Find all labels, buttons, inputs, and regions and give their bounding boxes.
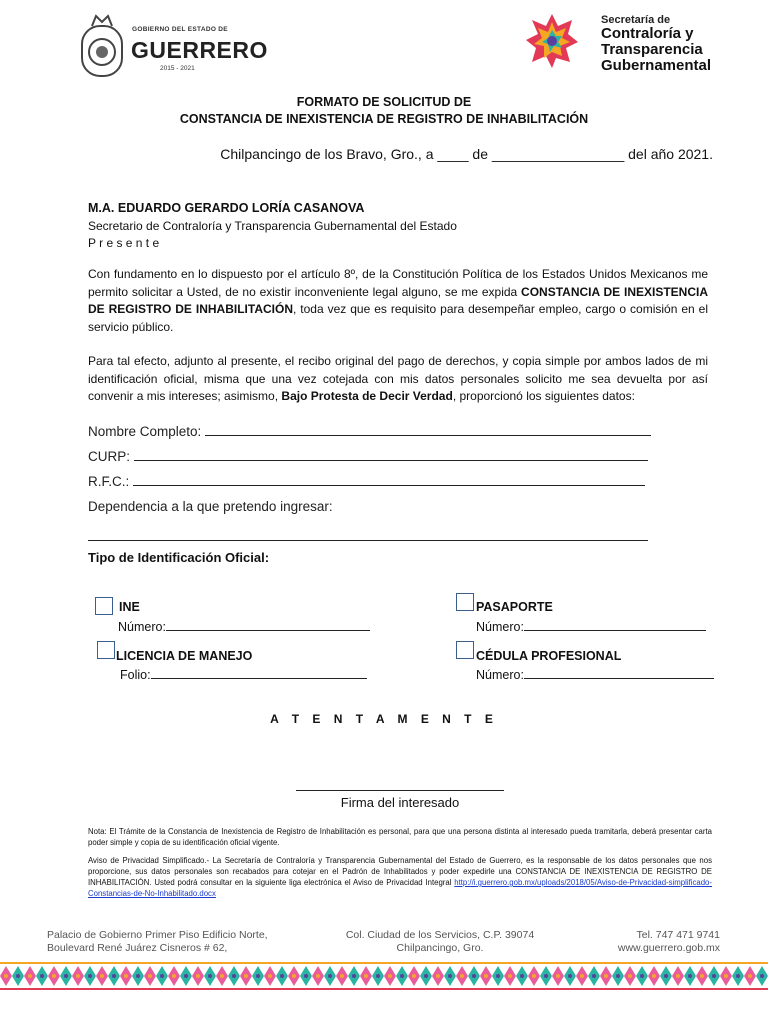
rfc-line[interactable]: [133, 473, 645, 486]
footer-address-line2: Boulevard René Juárez Cisneros # 62,: [47, 942, 228, 954]
recipient-name: M.A. EDUARDO GERARDO LORÍA CASANOVA: [88, 201, 365, 215]
privacy-notice: [88, 855, 712, 899]
pasaporte-number-label: Número:: [476, 620, 524, 634]
nombre-label: Nombre Completo:: [88, 424, 202, 439]
footer-website[interactable]: www.guerrero.gob.mx: [617, 942, 720, 954]
administration-years: 2015 - 2021: [160, 65, 195, 72]
state-government-label: GOBIERNO DEL ESTADO DE: [132, 26, 228, 33]
secretaria-star-logo: [524, 12, 580, 68]
privacy-text: Aviso de Privacidad Simplificado.- La Secretaría de Contraloría y Transparencia Gubernamental del Estado de Guerrero, es la responsable de los datos personales que nos proporcione, sus datos personales son recabados para cotejar en el Padrón de Inhabilitados y poder expedirle una CONSTANCIA DE INEXISTENCIA DE REGISTRO DE INHABILITACIÓN. Usted podrá consultar en la siguiente liga electrónica el Aviso de Privacidad Integral: [88, 856, 712, 887]
licencia-folio-line[interactable]: [151, 666, 367, 679]
licencia-folio-field[interactable]: [120, 666, 367, 682]
ine-checkbox[interactable]: [95, 597, 113, 615]
nombre-field[interactable]: [88, 423, 651, 439]
footer-contact: [560, 929, 720, 955]
secretaria-name-line2: Transparencia: [601, 41, 703, 58]
request-text-a: Con fundamento en lo dispuesto por el artículo 8º, de la Constitución Política de los Estados Unidos Mexicanos me permito solicitar a Usted, de no existir inconveniente legal alguno, se me expida: [88, 267, 708, 299]
signature-label: Firma del interesado: [340, 795, 460, 810]
pasaporte-label: PASAPORTE: [476, 600, 553, 614]
decorative-pattern-border: [0, 962, 768, 990]
ine-label: INE: [119, 600, 140, 614]
cedula-label: CÉDULA PROFESIONAL: [476, 649, 622, 663]
attachment-text-a: Para tal efecto, adjunto al presente, el recibo original del pago de derechos, y copia simple por ambos lados de mi identificación oficial, misma que una vez cotejada con mis datos personales solicito me sea devuelta por así convenir a mis intereses; asimismo,: [88, 354, 708, 403]
licencia-folio-label: Folio:: [120, 668, 151, 682]
secretaria-label: Secretaría de: [601, 14, 671, 26]
state-name: GUERRERO: [131, 37, 268, 63]
secretaria-name: [601, 26, 761, 74]
ine-number-field[interactable]: [118, 618, 370, 634]
ine-number-label: Número:: [118, 620, 166, 634]
secretaria-name-line3: Gubernamental: [601, 57, 712, 74]
footer-colony: [330, 929, 550, 955]
ine-number-line[interactable]: [166, 618, 370, 631]
signature-line[interactable]: [296, 790, 504, 791]
pasaporte-number-field[interactable]: [476, 618, 706, 634]
cedula-number-line[interactable]: [524, 666, 714, 679]
curp-field[interactable]: [88, 448, 648, 464]
pasaporte-number-line[interactable]: [524, 618, 706, 631]
licencia-label: LICENCIA DE MANEJO: [116, 649, 253, 663]
document-title: FORMATO DE SOLICITUD DE: [296, 95, 472, 109]
presente-label: P r e s e n t e: [88, 236, 160, 250]
footer-colony-line1: Col. Ciudad de los Servicios, C.P. 39074: [345, 929, 535, 941]
pasaporte-checkbox[interactable]: [456, 593, 474, 611]
secretaria-name-line1: Contraloría y: [601, 25, 694, 42]
document-subtitle: CONSTANCIA DE INEXISTENCIA DE REGISTRO DE INHABILITACIÓN: [179, 112, 589, 126]
attachment-text-b: , proporcionó los siguientes datos:: [452, 389, 635, 403]
nombre-line[interactable]: [205, 423, 651, 436]
rfc-label: R.F.C.:: [88, 474, 130, 489]
note-text: Nota: El Trámite de la Constancia de Inexistencia de Registro de Inhabilitación es personal, para que una persona distinta al interesado pueda tramitarla, deberá presentar carta poder simple y copia de su identificación oficial vigente.: [88, 827, 712, 847]
licencia-checkbox[interactable]: [97, 641, 115, 659]
footer-colony-line2: Chilpancingo, Gro.: [396, 942, 484, 954]
footer-phone: Tel. 747 471 9741: [636, 929, 720, 941]
cedula-checkbox[interactable]: [456, 641, 474, 659]
request-text-bold: CONSTANCIA DE INEXISTENCIA DE REGISTRO DE INHABILITACIÓN: [88, 284, 709, 316]
request-text-b: , toda vez que es requisito para desempeñar empleo, cargo o comisión en el servicio público.: [88, 302, 708, 334]
footer-address: [47, 929, 268, 955]
curp-line[interactable]: [134, 448, 648, 461]
id-type-heading: Tipo de Identificación Oficial:: [88, 550, 270, 565]
request-paragraph: [88, 266, 708, 336]
attachment-text-bold: Bajo Protesta de Decir Verdad: [281, 389, 453, 403]
recipient-position: Secretario de Contraloría y Transparencia Gubernamental del Estado: [88, 219, 457, 233]
cedula-number-field[interactable]: [476, 666, 714, 682]
place-and-date: Chilpancingo de los Bravo, Gro., a ____ de _________________ del año 2021.: [220, 146, 713, 162]
dependencia-line[interactable]: [88, 540, 648, 541]
rfc-field[interactable]: [88, 473, 645, 489]
dependencia-label: Dependencia a la que pretendo ingresar:: [88, 499, 333, 514]
closing-label: A T E N T A M E N T E: [270, 712, 498, 726]
cedula-number-label: Número:: [476, 668, 524, 682]
curp-label: CURP:: [88, 449, 131, 464]
guerrero-seal-logo: [78, 12, 126, 80]
footer-address-line1: Palacio de Gobierno Primer Piso Edificio Norte,: [47, 929, 268, 941]
privacy-link[interactable]: http://i.guerrero.gob.mx/uploads/2018/05/Aviso-de-Privacidad-simplificado-Constancias-de-No-Inhabilitado.docx: [88, 878, 712, 898]
attachment-paragraph: [88, 353, 708, 406]
